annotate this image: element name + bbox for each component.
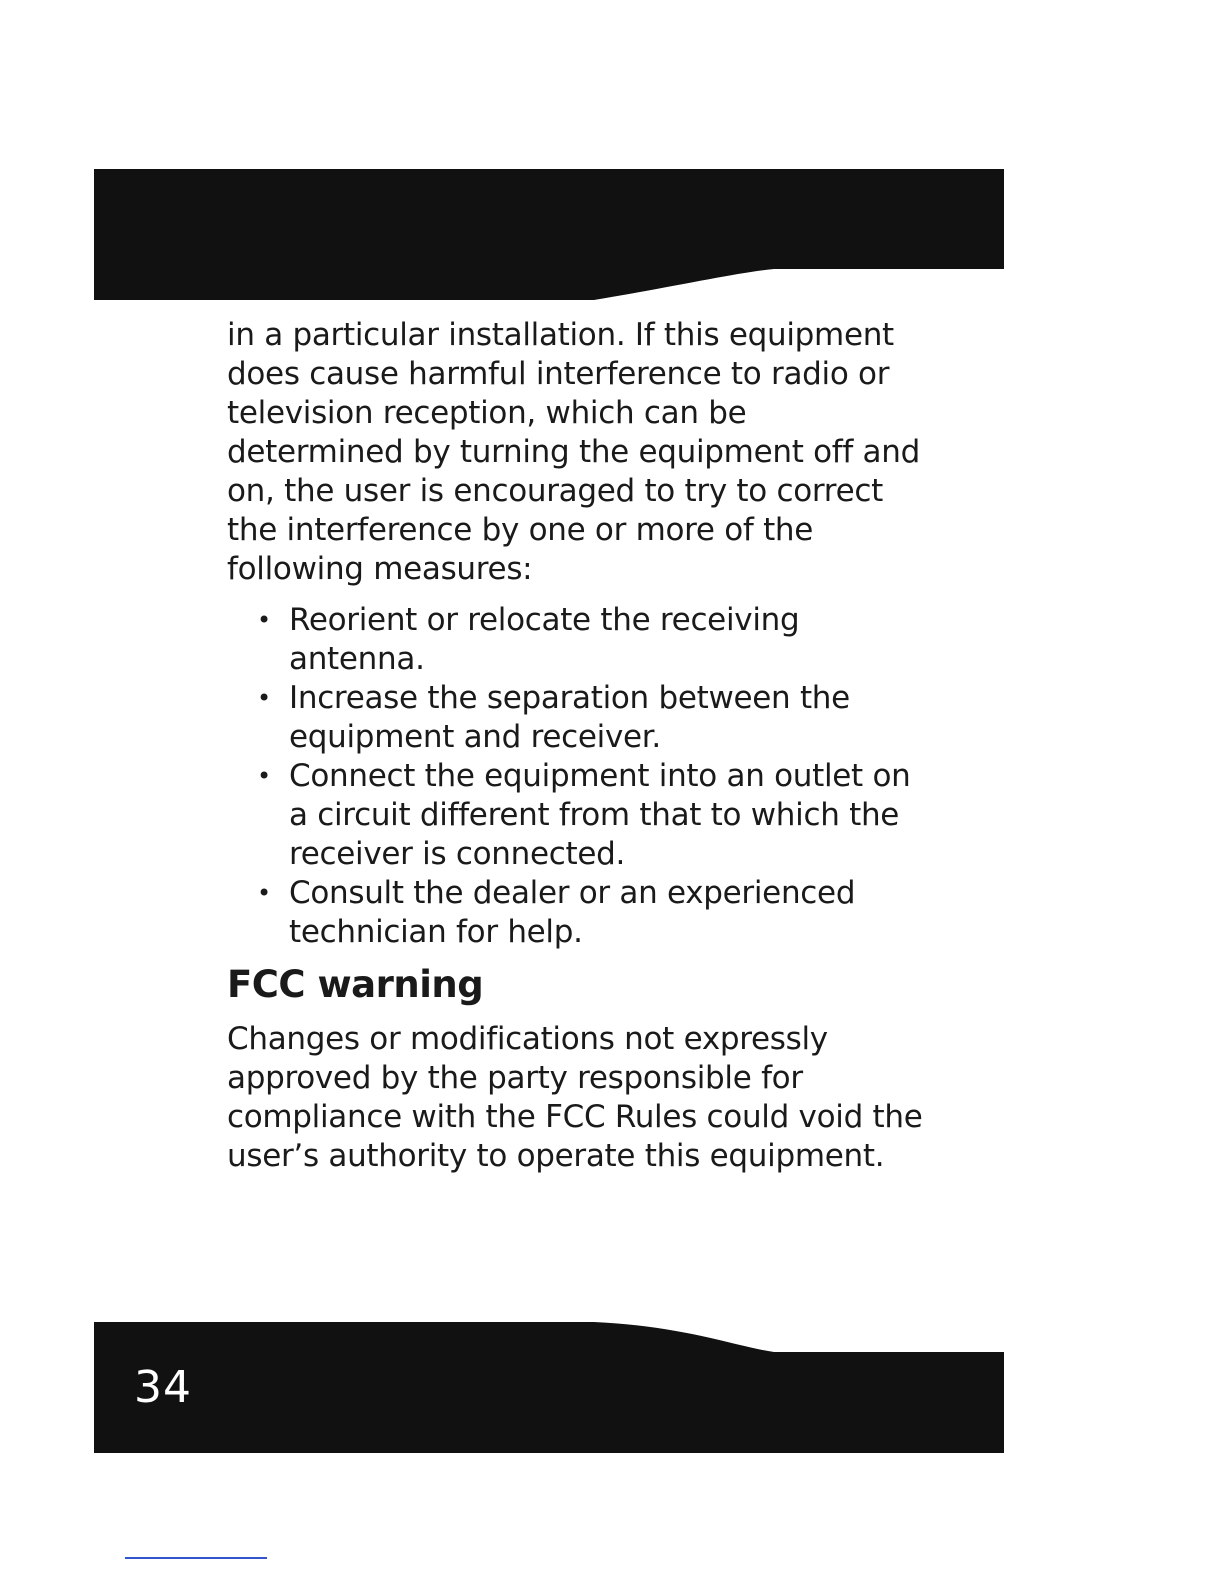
bullet-icon: • <box>257 606 271 634</box>
fcc-warning-body: Changes or modifications not expressly approved by the party responsible for compliance with the FCC Rules could void the user’s authority to operate this equipment. <box>227 1021 923 1174</box>
list-item <box>257 679 927 757</box>
page-number: 34 <box>134 1362 192 1413</box>
intro-paragraph: in a particular installation. If this equipment does cause harmful interference to radio or television reception, which can be determined by turning the equipment off and on, the user is encouraged to try to correct the interference by one or more of the following measures: <box>227 317 920 587</box>
header-banner-shape <box>94 169 1004 300</box>
fcc-warning-heading: FCC warning <box>227 963 484 1006</box>
list-item <box>257 757 927 874</box>
page-content <box>227 316 927 1176</box>
list-item-text: Reorient or relocate the receiving antenna. <box>289 602 800 677</box>
bullet-icon: • <box>257 762 271 790</box>
footer-banner-shape <box>94 1322 1004 1453</box>
bullet-icon: • <box>257 879 271 907</box>
header-banner <box>94 169 1004 300</box>
list-item-text: Consult the dealer or an experienced technician for help. <box>289 875 856 950</box>
footer-rule <box>125 1557 267 1559</box>
footer-banner <box>94 1322 1004 1453</box>
list-item-text: Connect the equipment into an outlet on a circuit different from that to which the receiver is connected. <box>289 758 911 872</box>
list-item <box>257 874 927 952</box>
list-item <box>257 601 927 679</box>
list-item-text: Increase the separation between the equipment and receiver. <box>289 680 850 755</box>
measures-list <box>227 601 927 952</box>
bullet-icon: • <box>257 684 271 712</box>
